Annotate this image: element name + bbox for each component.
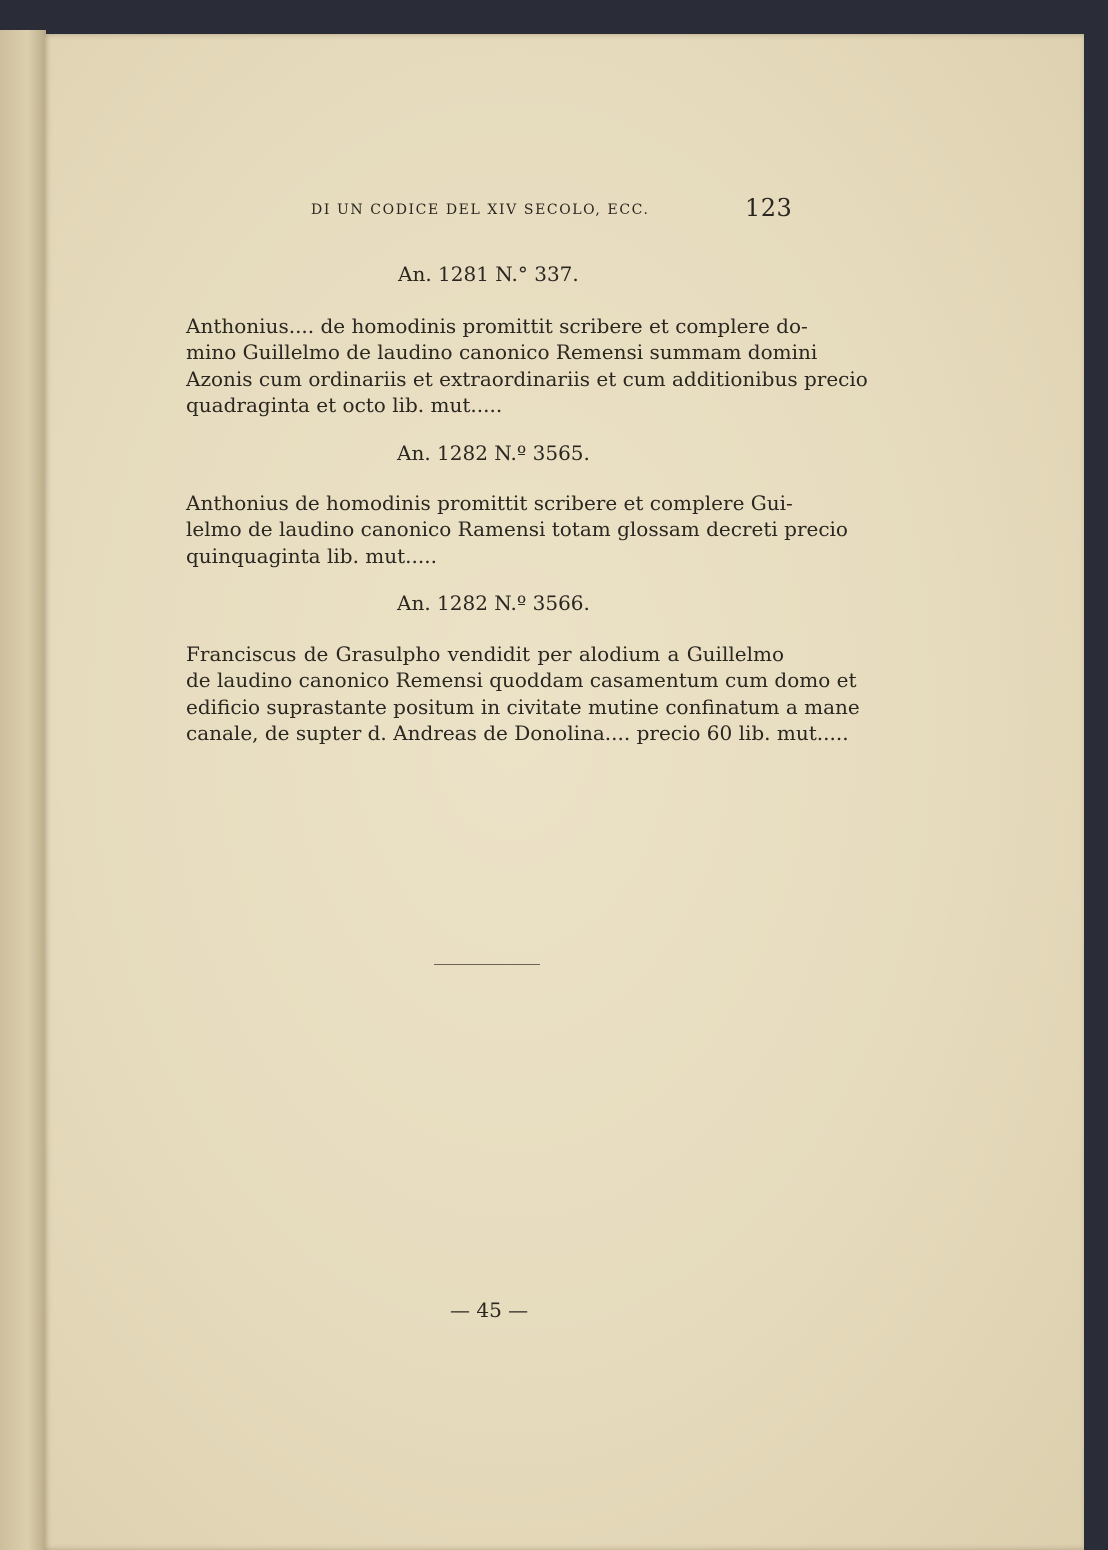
entry-heading: An. 1282 N.º 3565. [397, 441, 590, 465]
paragraph-line: canale, de supter d. Andreas de Donolina.... precio 60 lib. mut..... [186, 721, 849, 746]
entry-heading: An. 1281 N.° 337. [398, 262, 579, 286]
paragraph-line: quinquaginta lib. mut..... [186, 543, 437, 568]
entry-paragraph [186, 490, 848, 569]
sheet-number: — 45 — [450, 1298, 529, 1322]
paragraph-line: Franciscus de Grasulpho vendidit per alodium a Guillelmo [186, 642, 784, 666]
left-page-edge [0, 30, 46, 1550]
paragraph-line: lelmo de laudino canonico Ramensi totam glossam decreti precio [186, 517, 848, 542]
paragraph-line: mino Guillelmo de laudino canonico Remensi summam domini [186, 340, 818, 365]
paragraph-line: Anthonius.... de homodinis promittit scribere et complere do- [186, 314, 808, 338]
entry-heading: An. 1282 N.º 3566. [397, 591, 590, 615]
entry-paragraph [186, 641, 860, 747]
paragraph-line: Anthonius de homodinis promittit scribere et complere Gui- [186, 491, 793, 515]
page-number: 123 [745, 194, 793, 222]
paragraph-line: de laudino canonico Remensi quoddam casamentum cum domo et [186, 668, 857, 693]
paragraph-line: Azonis cum ordinariis et extraordinariis et cum additionibus precio [186, 366, 868, 391]
paragraph-line: edificio suprastante positum in civitate mutine confinatum a mane [186, 694, 860, 719]
paragraph-line: quadraginta et octo lib. mut..... [186, 393, 503, 418]
section-rule [434, 964, 540, 965]
entry-paragraph [186, 313, 868, 419]
running-title: DI UN CODICE DEL XIV SECOLO, ECC. [311, 202, 650, 218]
